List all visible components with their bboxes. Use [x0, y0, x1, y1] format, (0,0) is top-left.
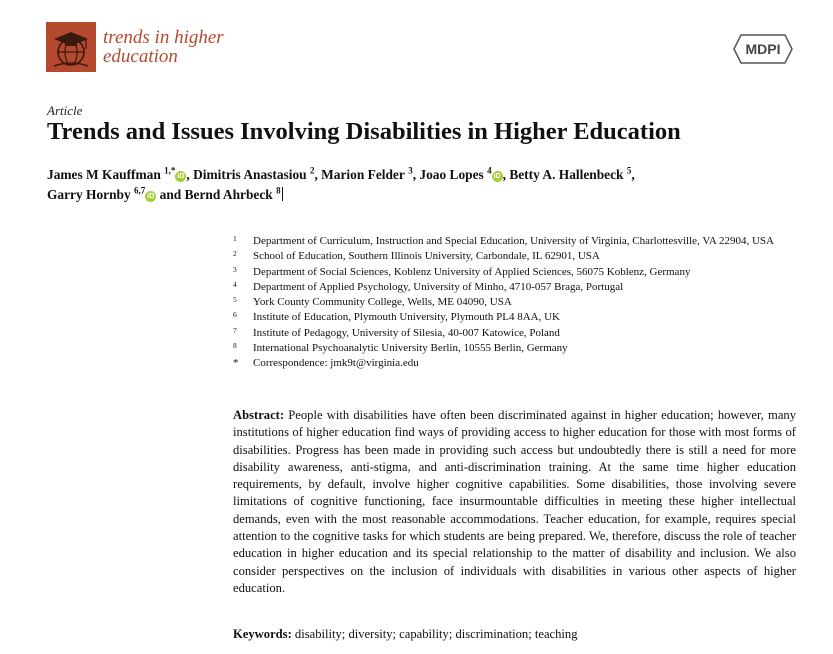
affiliation-item	[233, 310, 793, 325]
author-list: James M Kauffman $^{1,*}$iD , Dimitris Anastasiou $^2$, Marion Felder $^3$, Joao Lopes $^4$iD , Betty A. Hallenbeck $^5$, Garry Hornby $^{6,7}$iD and Bernd Ahrbeck $^8$	[47, 165, 635, 202]
affiliation-marker: 2	[233, 249, 237, 259]
affiliation-text: Department of Curriculum, Instruction and Special Education, University of Virginia, Charlottesville, VA 22904, USA	[253, 235, 774, 247]
author-name[interactable]: Garry Hornby	[47, 187, 131, 202]
affiliation-marker: 8	[233, 341, 237, 351]
abstract-text: People with disabilities have often been discriminated against in higher education; however, many institutions of higher education find ways of providing access to higher education for those with most forms of disabilities. Progress has been made in providing such access but undoubtedly there is still a need for more disability awareness, anti-stigma, and anti-discrimination training. At the same time higher education requirements, by default, involve higher cognitive capabilities. Some disabilities, those involving severe limitations of cognitive functioning, face insurmountable difficulties in meeting these higher intellectual demands, even with the most reasonable accommodations. Teacher education, for example, requires special attention to the cognitive tasks for which students are being prepared. We, therefore, discuss the role of teacher education in higher education and its special relationship to the matter of disability and inclusion. We also consider perspectives on the inclusion of individuals with disabilities in various other aspects of higher education.	[233, 408, 797, 595]
affiliation-marker: 1	[233, 234, 237, 243]
correspondence-marker: *	[233, 357, 239, 370]
journal-name-line1: trends in higher	[103, 27, 224, 48]
journal-name	[103, 28, 224, 66]
keywords	[233, 627, 796, 642]
keywords-label: Keywords:	[233, 627, 292, 641]
journal-name-line2: education	[103, 46, 178, 67]
author-affiliation-marker: 3	[408, 165, 413, 176]
graduation-cap-globe-icon	[46, 22, 96, 72]
journal-logo	[46, 22, 96, 72]
mdpi-logo-icon	[733, 34, 793, 64]
author-affiliation-marker: 5	[626, 165, 632, 176]
author-name[interactable]: Dimitris Anastasiou	[193, 167, 307, 182]
article-type: Article	[47, 103, 83, 118]
affiliation-item	[233, 341, 793, 356]
correspondence-item	[233, 356, 793, 371]
orcid-icon[interactable]: iD	[147, 193, 155, 200]
orcid-icon[interactable]: iD	[177, 173, 185, 180]
author-name[interactable]: James M Kauffman	[47, 167, 161, 182]
affiliation-text: Department of Applied Psychology, University of Minho, 4710-057 Braga, Portugal	[253, 280, 624, 293]
author-name[interactable]: Bernd Ahrbeck	[184, 187, 273, 202]
affiliation-item	[233, 295, 793, 310]
author-name[interactable]: Betty A. Hallenbeck	[509, 167, 624, 182]
affiliation-marker: 6	[233, 310, 237, 320]
mdpi-logo	[733, 34, 793, 69]
affiliation-text: International Psychoanalytic University Berlin, 10555 Berlin, Germany	[253, 342, 568, 355]
affiliation-item	[233, 326, 793, 341]
author-affiliation-marker: 1,*	[164, 165, 176, 176]
author-name[interactable]: Marion Felder	[321, 167, 405, 182]
affiliation-marker: 3	[233, 264, 237, 274]
author-name[interactable]: Joao Lopes	[419, 167, 484, 182]
affiliation-item	[233, 280, 793, 295]
affiliation-text: Institute of Education, Plymouth University, Plymouth PL4 8AA, UK	[253, 311, 560, 324]
paper-title: Trends and Issues Involving Disabilities in Higher Education	[47, 118, 681, 145]
author-affiliation-marker: 8	[276, 185, 281, 196]
affiliation-list	[233, 234, 793, 372]
affiliation-text: Department of Social Sciences, Koblenz University of Applied Sciences, 56075 Koblenz, Germany	[253, 265, 691, 278]
correspondence-text[interactable]: Correspondence: jmk9t@virginia.edu	[253, 357, 419, 370]
affiliation-marker: 5	[233, 295, 237, 305]
affiliation-item	[233, 249, 793, 264]
abstract	[233, 407, 796, 597]
author-affiliation-marker: 2	[309, 165, 315, 176]
affiliation-item	[233, 234, 793, 249]
affiliation-item	[233, 265, 793, 280]
author-affiliation-marker: 6,7	[134, 185, 146, 196]
affiliation-text: York County Community College, Wells, ME 04090, USA	[253, 296, 512, 309]
journal-header	[46, 22, 224, 72]
affiliation-marker: 7	[233, 325, 237, 335]
keywords-text: disability; diversity; capability; discrimination; teaching	[294, 627, 578, 641]
affiliation-text: School of Education, Southern Illinois University, Carbondale, IL 62901, USA	[253, 250, 600, 263]
orcid-icon[interactable]: iD	[493, 173, 501, 180]
publisher-name: MDPI	[745, 41, 781, 57]
author-affiliation-marker: 4	[487, 165, 492, 176]
affiliation-text: Institute of Pedagogy, University of Silesia, 40-007 Katowice, Poland	[253, 326, 560, 339]
abstract-label: Abstract:	[233, 408, 285, 422]
affiliation-marker: 4	[233, 279, 237, 289]
text-cursor	[282, 187, 283, 201]
